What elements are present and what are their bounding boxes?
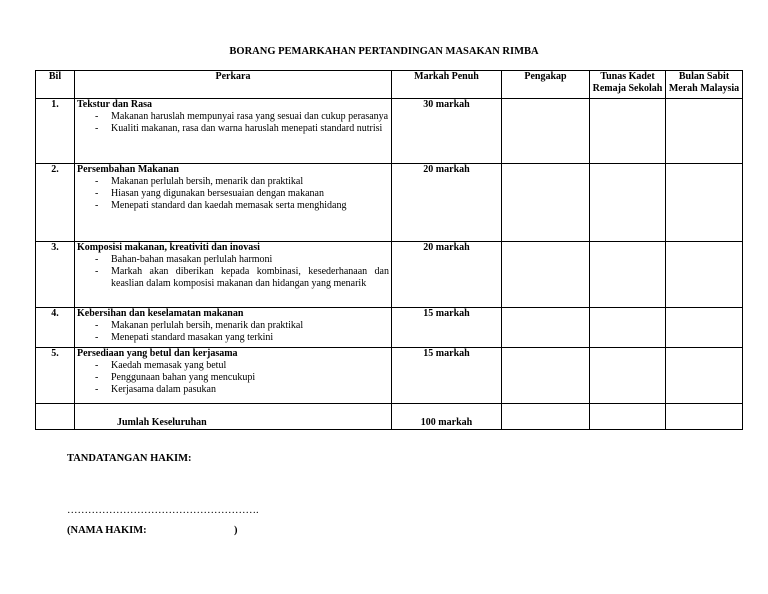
total-score-bulan <box>666 404 743 430</box>
row-number: 1. <box>36 99 75 164</box>
score-tunas-kadet-cell[interactable] <box>590 99 666 164</box>
criteria-list <box>77 254 389 290</box>
criteria-category: Kebersihan dan keselamatan makanan <box>77 308 244 319</box>
criteria-item: - Bahan-bahan masakan perlulah harmoni <box>91 254 389 266</box>
header-tunas-line2: Remaja Sekolah <box>592 83 663 94</box>
score-pengakap-cell[interactable] <box>502 242 590 308</box>
header-tunas-line1: Tunas Kadet <box>600 71 655 82</box>
full-marks: 15 markah <box>392 348 502 404</box>
criteria-item: - Menepati standard dan kaedah memasak serta menghidang <box>91 200 389 212</box>
form-title: BORANG PEMARKAHAN PERTANDINGAN MASAKAN RIMBA <box>229 46 539 57</box>
criteria-item: - Kerjasama dalam pasukan <box>91 384 389 396</box>
header-markah-penuh: Markah Penuh <box>392 71 502 99</box>
criteria-cell <box>75 99 392 164</box>
row-number: 2. <box>36 164 75 242</box>
criteria-cell <box>75 348 392 404</box>
criteria-item: - Kualiti makanan, rasa dan warna haruslah menepati standard nutrisi <box>91 123 389 135</box>
total-score-pengakap <box>502 404 590 430</box>
criteria-row <box>36 242 743 308</box>
score-pengakap-cell[interactable] <box>502 99 590 164</box>
criteria-cell <box>75 242 392 308</box>
table-header-row <box>36 71 743 99</box>
signature-line: ………………………………………………. <box>67 505 259 516</box>
score-tunas-kadet-cell[interactable] <box>590 348 666 404</box>
criteria-list <box>77 360 389 396</box>
criteria-row <box>36 308 743 348</box>
score-tunas-kadet-cell[interactable] <box>590 308 666 348</box>
header-bulan-line1: Bulan Sabit <box>678 71 730 82</box>
judge-name-label: (NAMA HAKIM: <box>67 525 147 536</box>
row-number: 3. <box>36 242 75 308</box>
row-number: 4. <box>36 308 75 348</box>
header-tunas-kadet <box>590 71 666 99</box>
score-bulan-sabit-cell[interactable] <box>666 164 743 242</box>
criteria-row <box>36 348 743 404</box>
header-perkara: Perkara <box>75 71 392 99</box>
criteria-item: - Makanan perlulah bersih, menarik dan praktikal <box>91 320 389 332</box>
score-pengakap-cell[interactable] <box>502 164 590 242</box>
score-bulan-sabit-cell[interactable] <box>666 348 743 404</box>
signature-label: TANDATANGAN HAKIM: <box>67 453 192 464</box>
criteria-item: - Makanan perlulah bersih, menarik dan praktikal <box>91 176 389 188</box>
judge-name-close: ) <box>234 525 238 536</box>
criteria-item: - Menepati standard masakan yang terkini <box>91 332 389 344</box>
header-pengakap: Pengakap <box>502 71 590 99</box>
total-row <box>36 404 743 430</box>
full-marks: 30 markah <box>392 99 502 164</box>
score-pengakap-cell[interactable] <box>502 348 590 404</box>
total-score-tunas <box>590 404 666 430</box>
criteria-cell <box>75 164 392 242</box>
score-bulan-sabit-cell[interactable] <box>666 99 743 164</box>
total-marks: 100 markah <box>392 404 502 430</box>
score-bulan-sabit-cell[interactable] <box>666 308 743 348</box>
total-num-cell <box>36 404 75 430</box>
criteria-list <box>77 176 389 212</box>
full-marks: 20 markah <box>392 164 502 242</box>
full-marks: 20 markah <box>392 242 502 308</box>
criteria-category: Tekstur dan Rasa <box>77 99 153 110</box>
criteria-row <box>36 99 743 164</box>
criteria-item: - Penggunaan bahan yang mencukupi <box>91 372 389 384</box>
criteria-item: - Markah akan diberikan kepada kombinasi, kesederhanaan dan keaslian dalam komposisi makanan dan hidangan yang menarik <box>91 266 389 290</box>
header-bil: Bil <box>36 71 75 99</box>
criteria-item: - Makanan haruslah mempunyai rasa yang sesuai dan cukup perasanya <box>91 111 389 123</box>
total-label: Jumlah Keseluruhan <box>75 404 392 430</box>
scoring-table <box>35 70 743 430</box>
criteria-row <box>36 164 743 242</box>
criteria-item: - Kaedah memasak yang betul <box>91 360 389 372</box>
criteria-category: Komposisi makanan, kreativiti dan inovasi <box>77 242 260 253</box>
score-pengakap-cell[interactable] <box>502 308 590 348</box>
row-number: 5. <box>36 348 75 404</box>
criteria-item: - Hiasan yang digunakan bersesuaian dengan makanan <box>91 188 389 200</box>
score-tunas-kadet-cell[interactable] <box>590 164 666 242</box>
full-marks: 15 markah <box>392 308 502 348</box>
criteria-list <box>77 320 389 344</box>
header-bulan-sabit <box>666 71 743 99</box>
criteria-category: Persembahan Makanan <box>77 164 179 175</box>
criteria-list <box>77 111 389 135</box>
criteria-cell <box>75 308 392 348</box>
header-bulan-line2: Merah Malaysia <box>668 83 740 94</box>
criteria-category: Persediaan yang betul dan kerjasama <box>77 348 238 359</box>
score-bulan-sabit-cell[interactable] <box>666 242 743 308</box>
score-tunas-kadet-cell[interactable] <box>590 242 666 308</box>
